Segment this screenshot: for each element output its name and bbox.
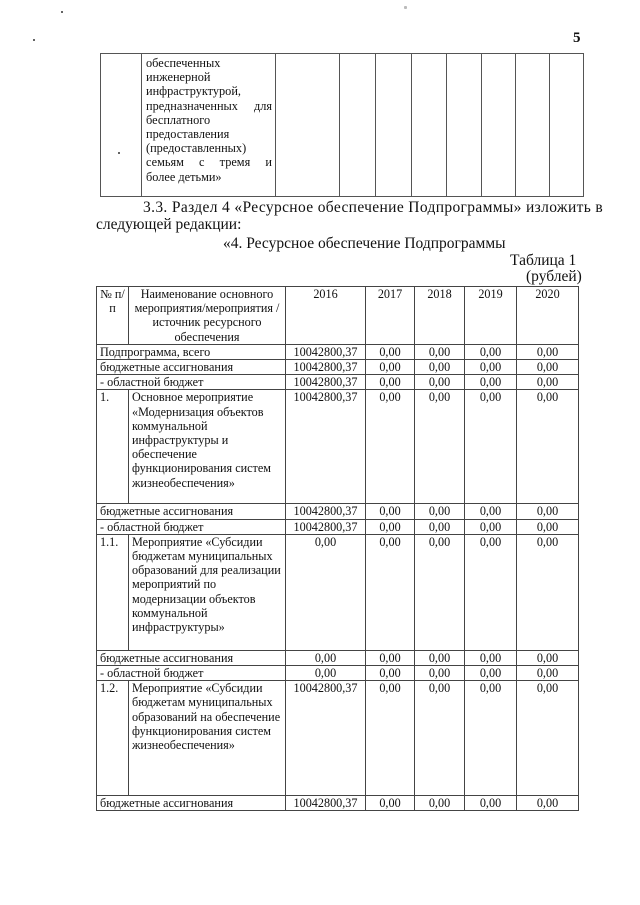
source-label: бюджетные ассигнования (97, 650, 286, 665)
value-cell: 0,00 (286, 666, 366, 681)
scan-speck (61, 11, 63, 13)
value-cell: 0,00 (415, 681, 465, 796)
value-cell: 0,00 (415, 375, 465, 390)
source-label: - областной бюджет (97, 519, 286, 534)
value-cell: 0,00 (517, 681, 579, 796)
item-name: Мероприятие «Субсидии бюджетам муниципальных образований на обеспечение функционирования систем жизнеобеспечения» (129, 681, 286, 796)
header-row (97, 287, 579, 345)
table-cell (447, 54, 482, 197)
table-cell (550, 54, 584, 197)
value-cell: 0,00 (415, 650, 465, 665)
header-year: 2018 (415, 287, 465, 345)
source-label: бюджетные ассигнования (97, 504, 286, 519)
description-line: инфраструктурой, (146, 84, 241, 99)
table-caption: Таблица 1 (510, 252, 577, 269)
value-cell: 0,00 (517, 666, 579, 681)
description-line: обеспеченных (146, 56, 221, 70)
source-label: Подпрограмма, всего (97, 344, 286, 359)
table-cell (412, 54, 447, 197)
resource-table (96, 286, 579, 811)
value-cell: 0,00 (517, 504, 579, 519)
source-row (97, 504, 579, 519)
table-row (101, 54, 584, 197)
table-cell (276, 54, 340, 197)
table-cell (376, 54, 412, 197)
description-line: предоставления (146, 127, 230, 142)
description-text (142, 54, 275, 185)
header-year: 2016 (286, 287, 366, 345)
value-cell: 0,00 (415, 360, 465, 375)
value-cell: 0,00 (415, 519, 465, 534)
value-cell: 10042800,37 (286, 681, 366, 796)
item-number: 1.1. (97, 534, 129, 650)
header-year: 2020 (517, 287, 579, 345)
value-cell: 10042800,37 (286, 796, 366, 811)
value-cell: 0,00 (465, 375, 517, 390)
item-number: 1. (97, 390, 129, 504)
value-cell: 0,00 (517, 360, 579, 375)
value-cell: 0,00 (286, 650, 366, 665)
paragraph-line: 3.3. Раздел 4 «Ресурсное обеспечение Подпрограммы» изложить в (143, 199, 604, 216)
source-label: - областной бюджет (97, 666, 286, 681)
description-line: более детьми» (146, 169, 222, 184)
source-row (97, 519, 579, 534)
value-cell: 0,00 (517, 534, 579, 650)
value-cell: 0,00 (415, 666, 465, 681)
value-cell: 0,00 (415, 344, 465, 359)
value-cell: 0,00 (517, 375, 579, 390)
value-cell: 10042800,37 (286, 360, 366, 375)
value-cell: 0,00 (366, 534, 415, 650)
value-cell: 0,00 (366, 390, 415, 504)
value-cell: 0,00 (415, 390, 465, 504)
value-cell: 10042800,37 (286, 390, 366, 504)
item-row (97, 681, 579, 796)
item-number: 1.2. (97, 681, 129, 796)
item-name: Мероприятие «Субсидии бюджетам муниципальных образований для реализации мероприятий по модернизации объектов коммунальной инфраструктуры» (129, 534, 286, 650)
header-year: 2017 (366, 287, 415, 345)
header-name: Наименование основного мероприятия/мероприятия /источник ресурсного обеспечения (129, 287, 286, 345)
value-cell: 0,00 (465, 360, 517, 375)
value-cell: 10042800,37 (286, 519, 366, 534)
value-cell: 0,00 (415, 796, 465, 811)
value-cell: 0,00 (465, 534, 517, 650)
header-number: № п/п (97, 287, 129, 345)
table-cell (340, 54, 376, 197)
description-line: инженерной (146, 70, 211, 85)
value-cell: 0,00 (366, 796, 415, 811)
scan-speck (33, 39, 35, 41)
source-row (97, 344, 579, 359)
value-cell: 0,00 (465, 519, 517, 534)
continuation-table (100, 53, 584, 197)
value-cell: 0,00 (465, 796, 517, 811)
description-cell (142, 54, 276, 197)
units-label: (рублей) (526, 268, 582, 285)
source-row (97, 360, 579, 375)
value-cell: 0,00 (415, 534, 465, 650)
source-row (97, 650, 579, 665)
value-cell: 0,00 (286, 534, 366, 650)
value-cell: 0,00 (366, 666, 415, 681)
source-row (97, 375, 579, 390)
table-cell (101, 54, 142, 197)
value-cell: 10042800,37 (286, 344, 366, 359)
source-row (97, 796, 579, 811)
value-cell: 0,00 (517, 344, 579, 359)
scan-speck (404, 6, 407, 9)
value-cell: 10042800,37 (286, 504, 366, 519)
table-cell (482, 54, 516, 197)
value-cell: 0,00 (366, 504, 415, 519)
description-line: семьям с тремя и (146, 155, 272, 170)
item-name: Основное мероприятие «Модернизация объектов коммунальной инфраструктуры и обеспечение функционирования систем жизнеобеспечения» (129, 390, 286, 504)
description-line: (предоставленных) (146, 141, 247, 156)
source-label: бюджетные ассигнования (97, 360, 286, 375)
value-cell: 0,00 (517, 390, 579, 504)
table-cell (516, 54, 550, 197)
value-cell: 0,00 (517, 519, 579, 534)
item-row (97, 390, 579, 504)
value-cell: 0,00 (465, 650, 517, 665)
source-row (97, 666, 579, 681)
description-line: предназначенных для (146, 98, 272, 113)
page-number: 5 (573, 30, 581, 46)
value-cell: 0,00 (366, 519, 415, 534)
value-cell: 0,00 (415, 504, 465, 519)
description-line: бесплатного (146, 112, 211, 127)
source-label: бюджетные ассигнования (97, 796, 286, 811)
value-cell: 10042800,37 (286, 375, 366, 390)
value-cell: 0,00 (465, 504, 517, 519)
value-cell: 0,00 (366, 375, 415, 390)
value-cell: 0,00 (465, 666, 517, 681)
value-cell: 0,00 (465, 390, 517, 504)
value-cell: 0,00 (465, 681, 517, 796)
value-cell: 0,00 (366, 360, 415, 375)
value-cell: 0,00 (366, 344, 415, 359)
source-label: - областной бюджет (97, 375, 286, 390)
header-year: 2019 (465, 287, 517, 345)
section-heading: «4. Ресурсное обеспечение Подпрограммы (223, 235, 506, 252)
value-cell: 0,00 (366, 650, 415, 665)
value-cell: 0,00 (366, 681, 415, 796)
value-cell: 0,00 (517, 796, 579, 811)
paragraph-line: следующей редакции: (96, 216, 242, 233)
value-cell: 0,00 (517, 650, 579, 665)
value-cell: 0,00 (465, 344, 517, 359)
item-row (97, 534, 579, 650)
